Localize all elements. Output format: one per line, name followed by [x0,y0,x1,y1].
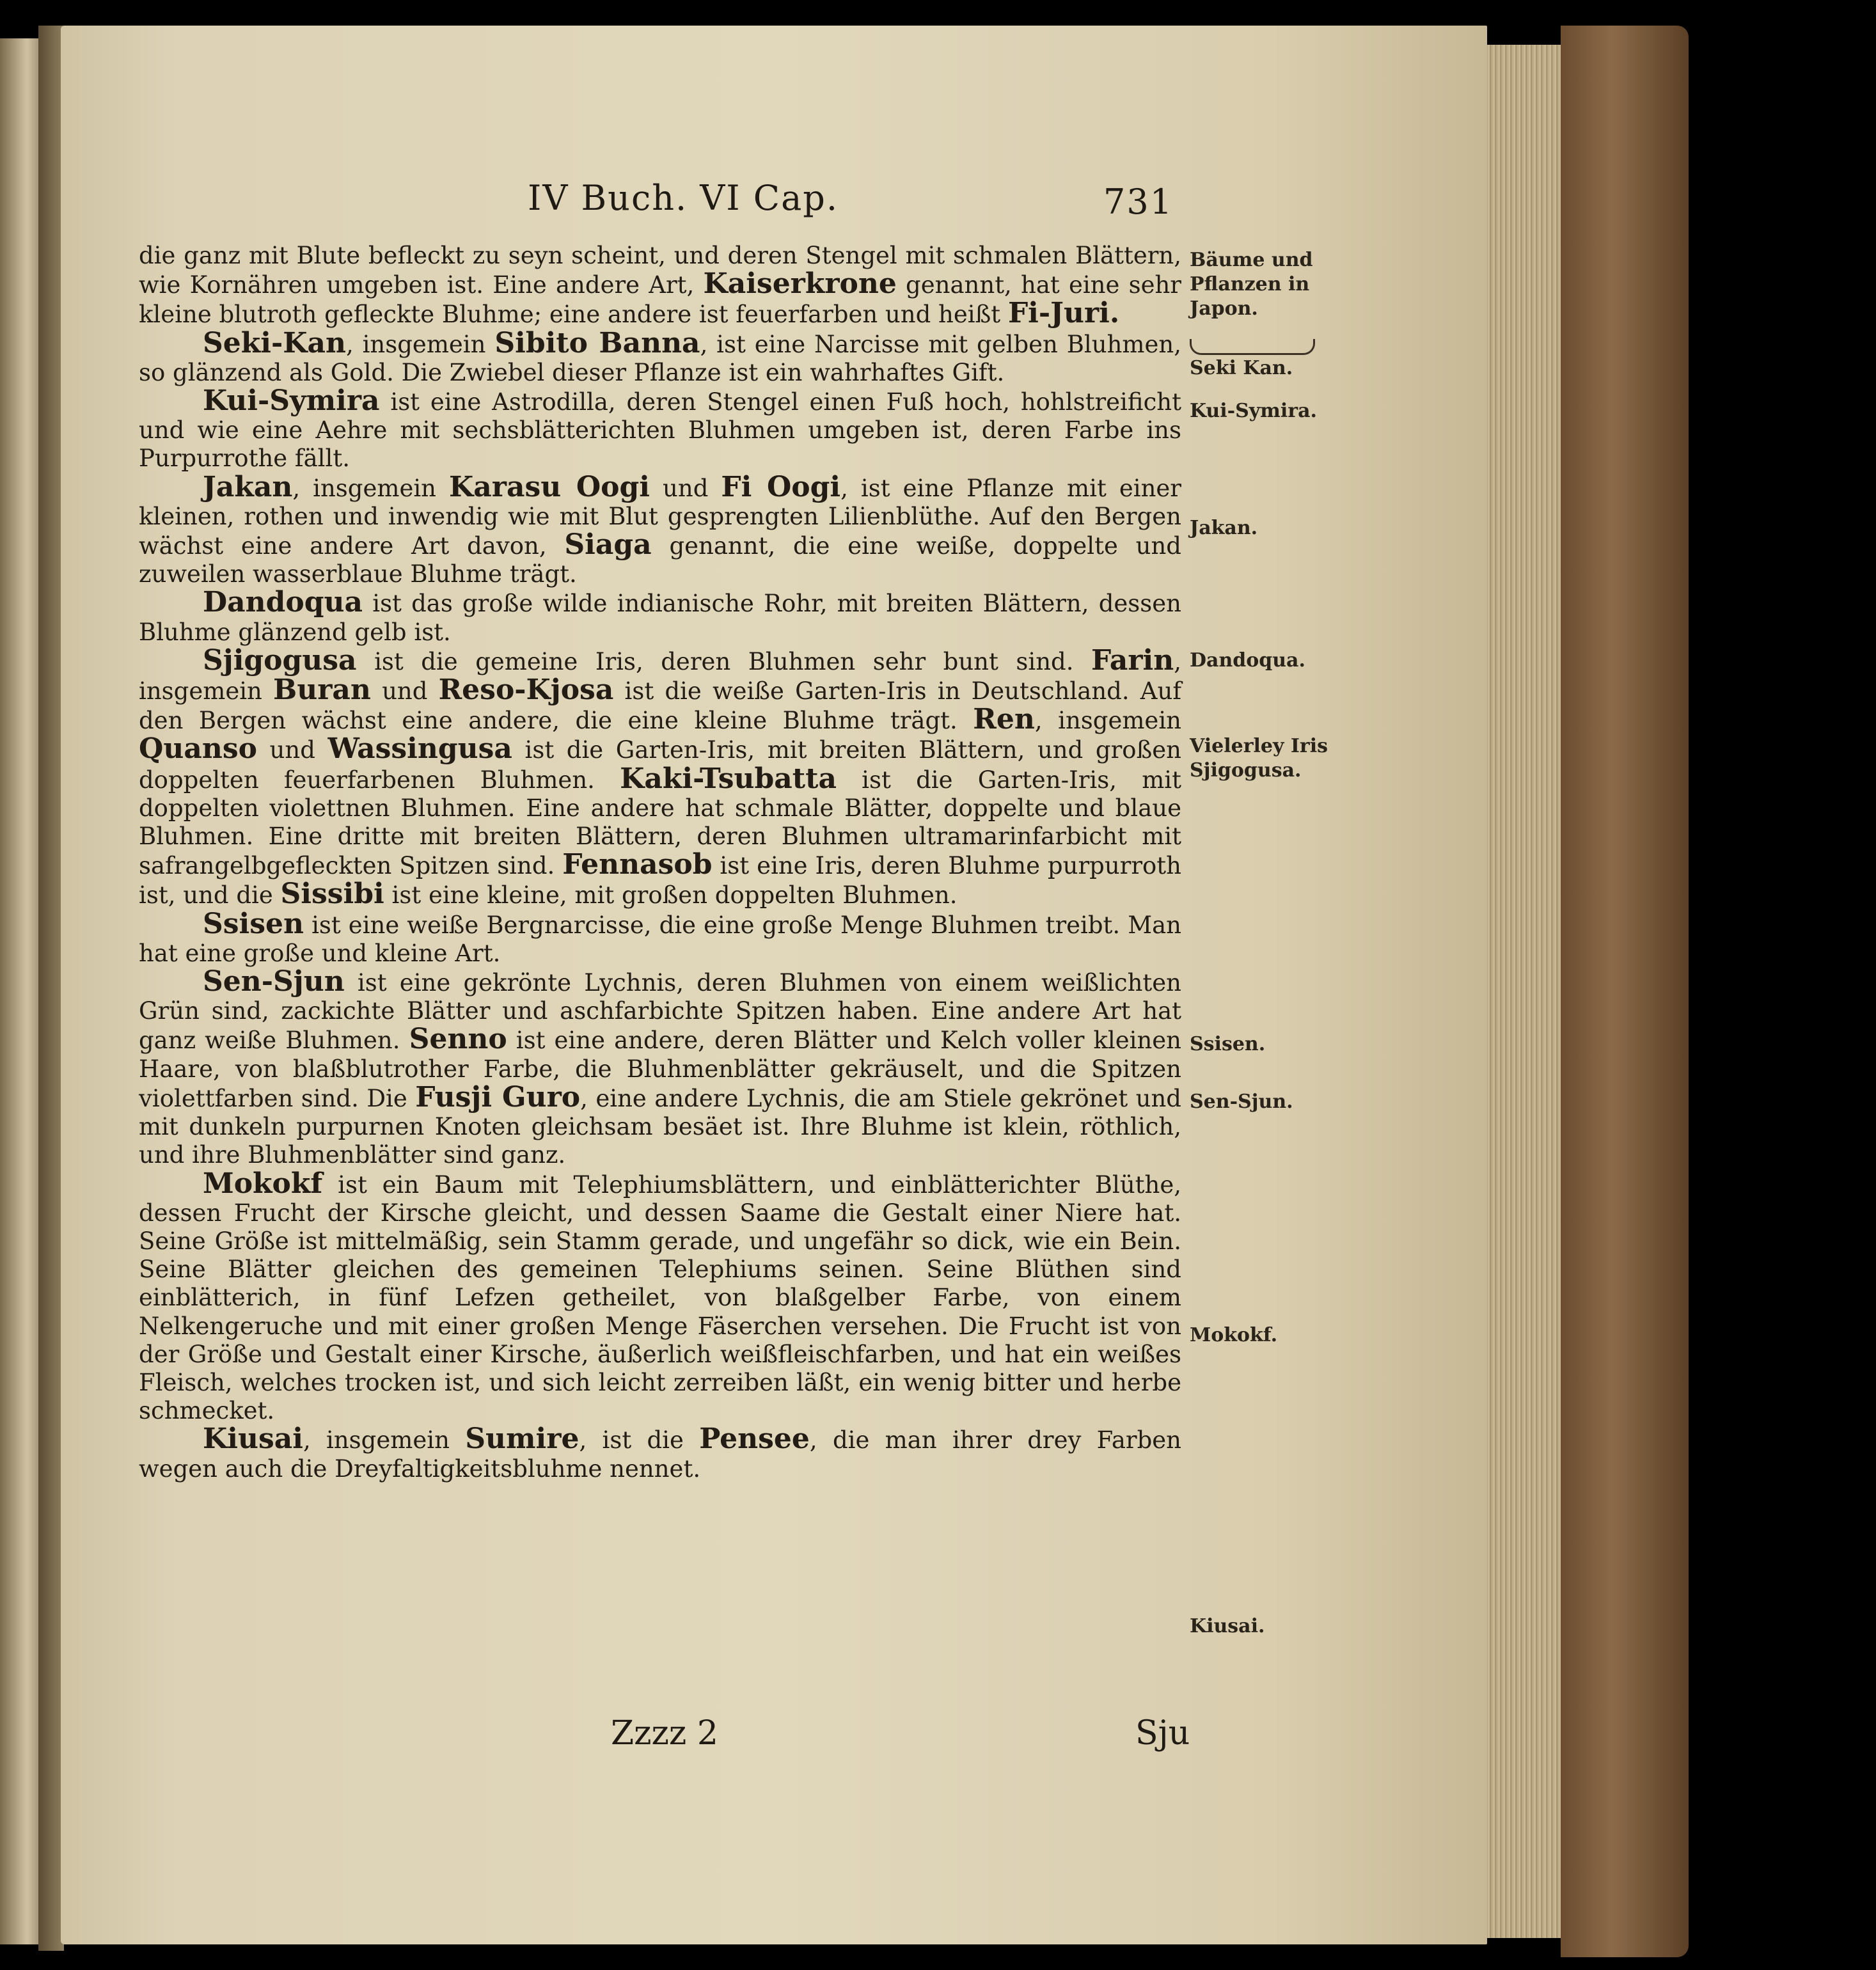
paragraph-term: Kaiserkrone [703,267,897,301]
paragraph-text: , insgemein [1034,707,1181,735]
paragraph [139,907,1181,968]
paragraph-text: ist eine Iris, deren Bluhme purpurroth ist, und die [139,852,1181,910]
paragraph-text: ist die gemeine Iris, deren Bluhmen sehr bunt sind. [356,647,1091,675]
paragraph-term: Fennasob [562,848,713,881]
margin-note-line: Kui-Symira. [1190,400,1317,422]
page-edges [1487,45,1564,1938]
paragraph-text: ist das große wilde indianische Rohr, mit breiten Blättern, dessen Bluhme glänzend gelb ist. [139,590,1181,646]
paragraph-text: , die man ihrer drey Farben wegen auch die Dreyfaltigkeitsbluhme nennet. [139,1426,1181,1483]
paragraph-term: Wassingusa [327,732,512,766]
paragraph-text: ist eine gekrönte Lychnis, deren Bluhmen von einem weißlichten Grün sind, zackichte Blätter und aschfarbichte Spitzen haben. Eine andere Art hat ganz weiße Bluhmen. [139,969,1181,1055]
paragraph-term: Mokokf [203,1167,323,1200]
paragraph-text: , insgemein [345,330,495,358]
paragraph-term: Kiusai [203,1422,303,1456]
paragraph-text: , insgemein [292,474,450,502]
book-gutter [38,26,64,1951]
margin-note-line: Vielerley Iris [1190,735,1328,757]
paragraph [139,326,1181,387]
paragraph-text: und [650,474,721,502]
margin-note-line: Dandoqua. [1190,649,1305,672]
margin-note [1190,400,1317,422]
paragraph-text: ist eine weiße Bergnarcisse, die eine große Menge Bluhmen treibt. Man hat eine große und kleine Art. [139,911,1181,967]
paragraph-term: Sibito Banna [494,326,700,359]
paragraph-term: Farin [1091,643,1174,677]
margin-note-line: Sjigogusa. [1190,759,1302,782]
paragraph [139,470,1181,589]
margin-note [1190,1091,1293,1113]
page-number: 731 [1103,182,1174,222]
paragraph-term: Karasu Oogi [449,470,650,503]
paragraph-term: Kaki-Tsubatta [620,762,837,795]
paragraph-text: , insgemein [139,647,1181,705]
running-header [508,178,1212,223]
paragraph-term: Sen-Sjun [203,965,345,998]
paragraph-term: Fi-Juri. [1007,297,1120,330]
paragraph-term: Fi Oogi [721,470,841,503]
margin-note-line: Pflanzen in [1190,273,1310,296]
margin-note [1190,1033,1265,1055]
paragraph-term: Sissibi [280,878,384,911]
margin-note [1190,649,1305,672]
margin-note-line: Mokokf. [1190,1324,1278,1346]
paragraph-text: ist die Garten-Iris, mit breiten Blättern, und großen doppelten feuerfarbenen Bluhmen. [139,736,1182,794]
paragraph-text: , ist eine Pflanze mit einer kleinen, rothen und inwendig wie mit Blut gesprengten Lilienblüthe. Auf den Bergen wächst eine andere Art davon, [139,474,1181,560]
margin-note-line: Sen-Sjun. [1190,1091,1293,1113]
paragraph-text: , ist die [579,1426,700,1454]
margin-note [1190,734,1328,783]
book-cover [1561,26,1689,1957]
paragraph-term: Buran [273,674,371,707]
paragraph [139,384,1181,473]
paragraph-term: Senno [409,1023,507,1056]
paragraph-text: und [370,677,439,705]
paragraph-text: , insgemein [303,1426,466,1454]
margin-note [1190,1324,1277,1346]
paragraph-text: genannt, die eine weiße, doppelte und zuweilen wasserblaue Bluhme trägt. [139,532,1181,588]
margin-note [1190,517,1257,539]
paragraph-term: Seki-Kan [203,326,346,359]
margin-note-line: Ssisen. [1190,1033,1266,1055]
margin-note-line: Bäume und [1190,249,1313,271]
running-title: IV Buch. VI Cap. [528,178,839,218]
margin-note-line: Seki Kan. [1190,357,1293,379]
paragraph [139,588,1181,646]
paragraph [139,1422,1181,1483]
paragraph [139,242,1181,329]
paragraph-term: Dandoqua [203,586,363,619]
paragraph-term: Quanso [139,732,257,766]
margin-note [1190,1615,1265,1637]
paragraph-term: Kui-Symira [203,384,380,418]
paragraph-term: Reso-Kjosa [438,674,614,707]
paragraph-text: ist die weiße Garten-Iris in Deutschland. Auf den Bergen wächst eine andere, die eine kleine Bluhme trägt. [139,677,1182,735]
paragraph-text: ist eine andere, deren Blätter und Kelch voller kleinen Haare, von blaßblutrother Farbe, die Bluhmenblätter gekräuselt, und die Spitzen violettfarben sind. Die [139,1027,1181,1112]
margin-note [1190,248,1312,321]
paragraph-text: genannt, hat eine sehr kleine blutroth gefleckte Bluhme; eine andere ist feuerfarben und heißt [139,271,1181,329]
paragraph-term: Pensee [699,1422,810,1456]
paragraph-term: Sumire [465,1422,579,1456]
paragraph-term: Jakan [203,470,293,503]
book-page [61,26,1487,1944]
paragraph-term: Sjigogusa [203,643,357,677]
signature-mark: Zzzz 2 [611,1714,718,1753]
margin-bracket [1190,339,1315,355]
main-text [139,242,1181,1483]
margin-note-line: Kiusai. [1190,1615,1265,1637]
page-footer [585,1714,1193,1765]
paragraph-text: ist ein Baum mit Telephiumsblättern, und einblätterichter Blüthe, dessen Frucht der Kirsche gleicht, und dessen Saame die Gestalt einer Niere hat. Seine Größe ist mittelmäßig, sein Stamm gerade, und ungefähr so dick, wie ein Bein. Seine Blätter gleichen des gemeinen Telephiums seinen. Seine Blüthen sind einblätterich, in fünf Lefzen getheilet, von blaßgelber Farbe, von einem Nelkengeruche und mit einer großen Menge Fäserchen versehen. Die Frucht ist von der Größe und Gestalt einer Kirsche, äußerlich weißfleischfarben, und hat ein weißes Fleisch, welches trocken ist, und sich leicht zerreiben läßt, ein wenig bitter und herbe schmecket. [139,1170,1181,1425]
catchword: Sju [1135,1714,1190,1753]
paragraph [139,643,1182,911]
margin-note-line: Jakan. [1190,517,1258,539]
paragraph-term: Siaga [564,528,652,562]
paragraph-term: Ssisen [203,907,304,940]
paragraph-term: Ren [973,703,1035,736]
paragraph-term: Fusji Guro [415,1080,581,1114]
paragraph-text: und [256,736,328,764]
paragraph-text: ist die Garten-Iris, mit doppelten violettnen Bluhmen. Eine andere hat schmale Blätter, doppelte und blaue Bluhmen. Eine dritte mit breiten Blättern, deren Bluhmen ultramarinfarbicht mit safrangelbgefleckten Spitzen sind. [139,766,1181,880]
paragraph-text: die ganz mit Blute befleckt zu seyn scheint, und deren Stengel mit schmalen Blättern, wie Kornähren umgeben ist. Eine andere Art, [139,242,1181,299]
margin-note-line: Japon. [1190,297,1258,320]
paragraph [139,1167,1181,1426]
paragraph-text: ist eine Astrodilla, deren Stengel einen Fuß hoch, hohlstreificht und wie eine Aehre mit sechsblätterichten Bluhmen umgeben ist, deren Farbe ins Purpurrothe fällt. [139,388,1181,473]
paragraph-text: , eine andere Lychnis, die am Stiele gekrönet und mit dunkeln purpurnen Knoten gleichsam besäet ist. Ihre Bluhme ist klein, röthlich, und ihre Bluhmenblätter sind ganz. [139,1084,1181,1169]
margin-note [1190,357,1293,379]
previous-page-edge [0,38,38,1944]
paragraph [139,965,1181,1169]
paragraph-text: , ist eine Narcisse mit gelben Bluhmen, so glänzend als Gold. Die Zwiebel dieser Pflanze ist ein wahrhaftes Gift. [139,330,1181,386]
paragraph-text: ist eine kleine, mit großen doppelten Bluhmen. [384,881,958,910]
